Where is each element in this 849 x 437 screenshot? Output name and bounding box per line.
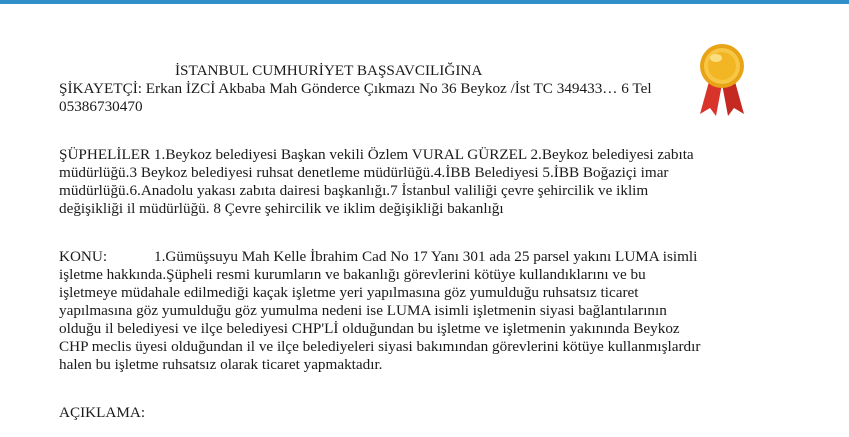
- konu-line-1: [59, 248, 697, 265]
- suspects-line-4: değişikliği il müdürlüğü. 8 Çevre şehircilik ve iklim değişikliği bakanlığı: [59, 200, 504, 217]
- complainant-line-2: 05386730470: [59, 98, 143, 115]
- konu-text-1: 1.Gümüşsuyu Mah Kelle İbrahim Cad No 17 Yanı 301 ada 25 parsel yakını LUMA isimli: [154, 248, 698, 265]
- konu-line-5: olduğu il belediyesi ve ilçe belediyesi CHP'Lİ olduğundan bu işletme ve işletmenin yakınında Beykoz: [59, 320, 680, 337]
- complainant-line-1: ŞİKAYETÇİ: Erkan İZCİ Akbaba Mah Gönderce Çıkmazı No 36 Beykoz /İst TC 349433… 6 Tel: [59, 80, 652, 97]
- konu-line-4: yapılmasına göz yumulduğu göz yumulma nedeni ise LUMA isimli işletmenin siyasi bağlantılarının: [59, 302, 667, 319]
- konu-line-7: halen bu işletme ruhsatsız olarak ticaret yapmaktadır.: [59, 356, 383, 373]
- aciklama-label: AÇIKLAMA:: [59, 404, 146, 421]
- award-ribbon-icon: [694, 40, 750, 120]
- suspects-line-1: ŞÜPHELİLER 1.Beykoz belediyesi Başkan vekili Özlem VURAL GÜRZEL 2.Beykoz belediyesi zabıta: [59, 146, 694, 163]
- konu-line-3: işletmeye müdahale edilmediği kaçak işletme yeri yapılmasına göz yumulduğu ruhsatsız ticaret: [59, 284, 639, 301]
- konu-line-6: CHP meclis üyesi olduğundan il ve ilçe belediyeleri siyasi bakımından görevlerini kötüye kullanmışlardır: [59, 338, 701, 355]
- konu-line-2: işletme hakkında.Şüpheli resmi kurumların ve bakanlığı görevlerini kötüye kullandıklarını ve bu: [59, 266, 646, 283]
- suspects-line-2: müdürlüğü.3 Beykoz belediyesi ruhsat denetleme müdürlüğü.4.İBB Belediyesi 5.İBB Boğaziçi imar: [59, 164, 669, 181]
- suspects-line-3: müdürlüğü.6.Anadolu yakası zabıta dairesi başkanlığı.7 İstanbul valiliği çevre şehircilik ve iklim: [59, 182, 649, 199]
- document-heading: İSTANBUL CUMHURİYET BAŞSAVCILIĞINA: [175, 62, 483, 79]
- konu-label: KONU:: [59, 248, 108, 265]
